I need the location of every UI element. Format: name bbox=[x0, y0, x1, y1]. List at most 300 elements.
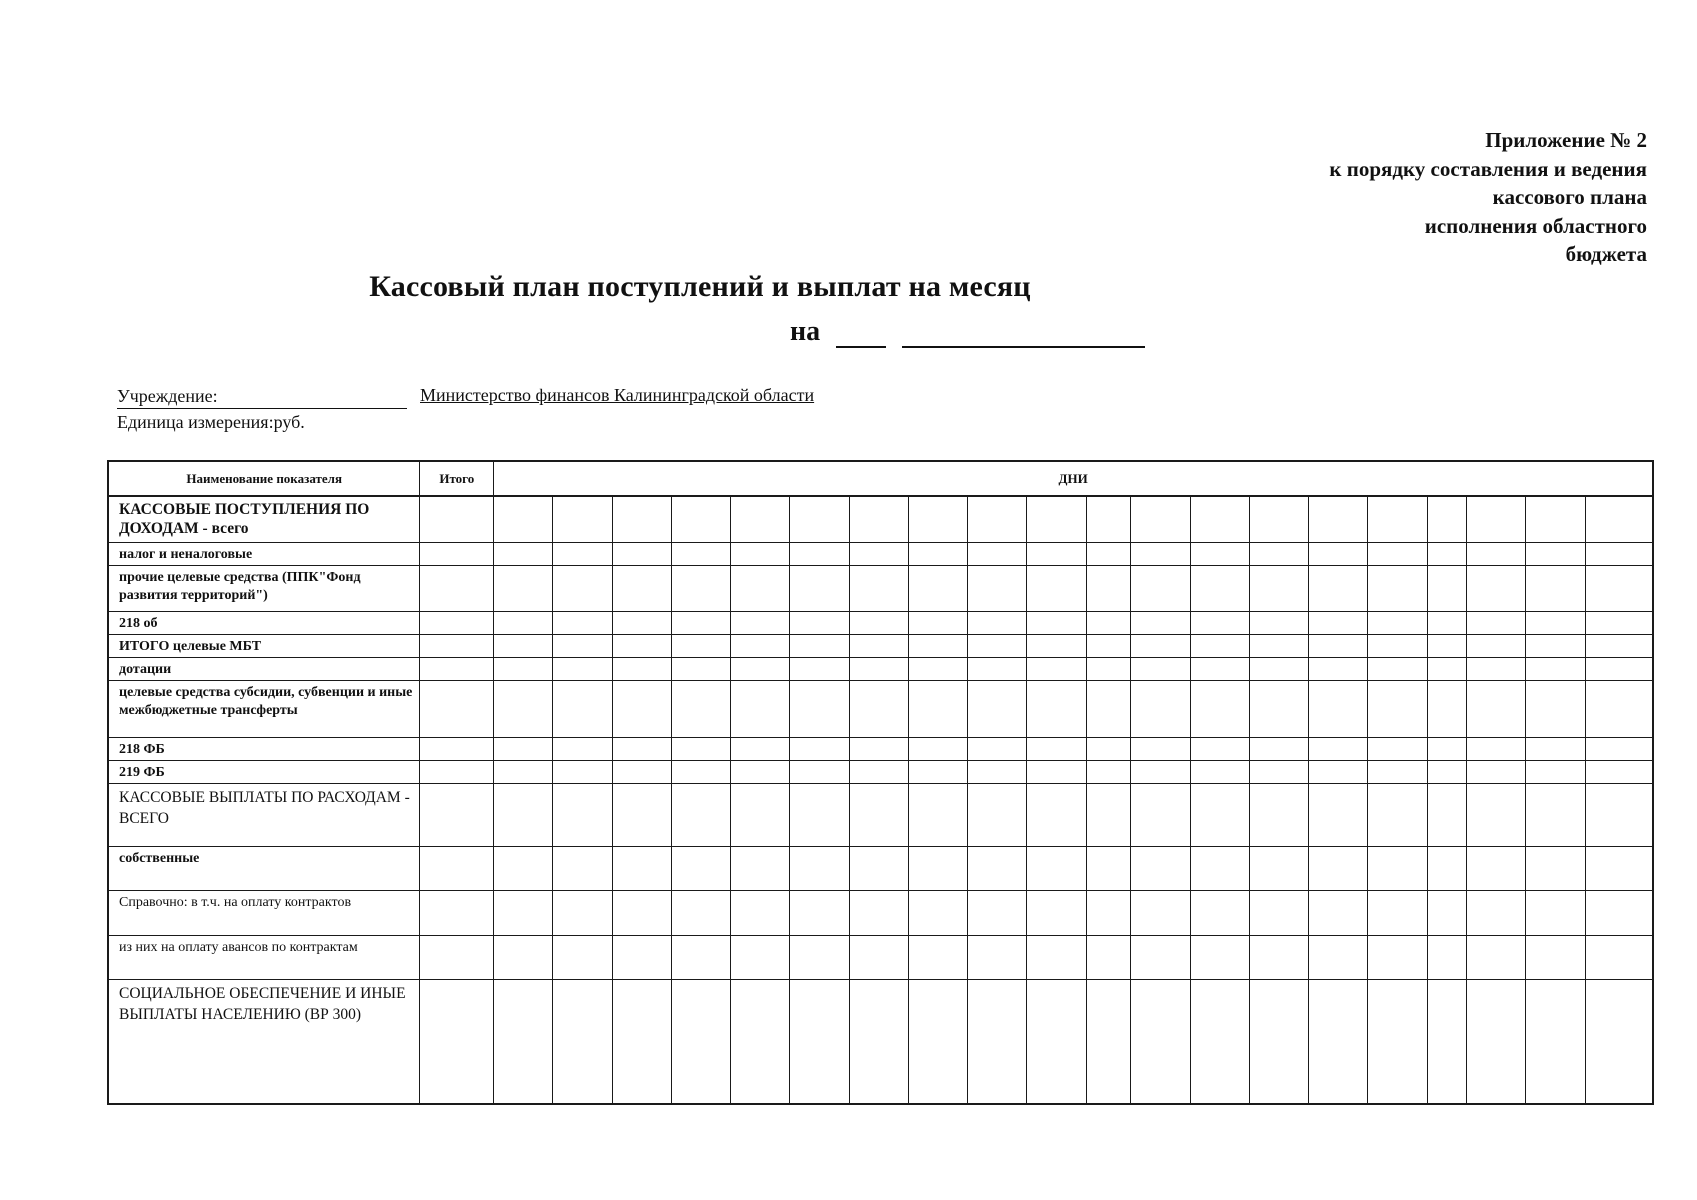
day-cell[interactable] bbox=[1526, 760, 1585, 783]
day-cell[interactable] bbox=[1249, 760, 1308, 783]
day-cell[interactable] bbox=[1027, 542, 1086, 565]
day-cell[interactable] bbox=[968, 760, 1027, 783]
day-cell[interactable] bbox=[1585, 542, 1653, 565]
total-cell[interactable] bbox=[420, 760, 494, 783]
day-cell[interactable] bbox=[1585, 783, 1653, 846]
day-cell[interactable] bbox=[1585, 657, 1653, 680]
day-cell[interactable] bbox=[1427, 979, 1467, 1104]
day-cell[interactable] bbox=[612, 680, 671, 737]
row-label: целевые средства субсидии, субвенции и иные межбюджетные трансферты bbox=[108, 680, 420, 737]
institution-value: Министерство финансов Калининградской области bbox=[420, 385, 815, 405]
day-cell[interactable] bbox=[1585, 634, 1653, 657]
day-cell[interactable] bbox=[1427, 565, 1467, 611]
day-cell[interactable] bbox=[494, 783, 553, 846]
day-cell[interactable] bbox=[790, 496, 849, 542]
day-cell[interactable] bbox=[1086, 846, 1131, 890]
total-cell[interactable] bbox=[420, 979, 494, 1104]
day-cell[interactable] bbox=[908, 760, 967, 783]
day-cell[interactable] bbox=[790, 565, 849, 611]
day-cell[interactable] bbox=[968, 935, 1027, 979]
day-cell[interactable] bbox=[1190, 680, 1249, 737]
day-cell[interactable] bbox=[553, 890, 612, 935]
day-cell[interactable] bbox=[671, 890, 730, 935]
day-cell[interactable] bbox=[1131, 737, 1190, 760]
day-cell[interactable] bbox=[790, 657, 849, 680]
day-cell[interactable] bbox=[731, 542, 790, 565]
day-cell[interactable] bbox=[1086, 611, 1131, 634]
day-cell[interactable] bbox=[1249, 634, 1308, 657]
day-cell[interactable] bbox=[1309, 979, 1368, 1104]
day-cell[interactable] bbox=[1467, 565, 1526, 611]
day-cell[interactable] bbox=[1131, 783, 1190, 846]
day-cell[interactable] bbox=[1309, 542, 1368, 565]
day-cell[interactable] bbox=[1249, 542, 1308, 565]
day-cell[interactable] bbox=[1309, 565, 1368, 611]
day-cell[interactable] bbox=[968, 657, 1027, 680]
day-cell[interactable] bbox=[790, 979, 849, 1104]
day-cell[interactable] bbox=[908, 542, 967, 565]
day-cell[interactable] bbox=[553, 634, 612, 657]
day-cell[interactable] bbox=[1427, 760, 1467, 783]
total-cell[interactable] bbox=[420, 634, 494, 657]
day-cell[interactable] bbox=[849, 542, 908, 565]
day-cell[interactable] bbox=[1585, 890, 1653, 935]
day-cell[interactable] bbox=[671, 634, 730, 657]
day-cell[interactable] bbox=[849, 611, 908, 634]
day-cell[interactable] bbox=[1190, 935, 1249, 979]
day-cell[interactable] bbox=[1526, 657, 1585, 680]
day-cell[interactable] bbox=[849, 846, 908, 890]
day-cell[interactable] bbox=[1086, 565, 1131, 611]
header-total: Итого bbox=[420, 461, 494, 496]
day-cell[interactable] bbox=[1309, 634, 1368, 657]
day-cell[interactable] bbox=[1131, 680, 1190, 737]
day-cell[interactable] bbox=[1526, 680, 1585, 737]
day-cell[interactable] bbox=[908, 783, 967, 846]
day-cell[interactable] bbox=[731, 657, 790, 680]
day-cell[interactable] bbox=[612, 737, 671, 760]
day-cell[interactable] bbox=[790, 611, 849, 634]
day-cell[interactable] bbox=[731, 680, 790, 737]
day-cell[interactable] bbox=[790, 846, 849, 890]
day-cell[interactable] bbox=[1249, 611, 1308, 634]
day-cell[interactable] bbox=[1585, 846, 1653, 890]
day-cell[interactable] bbox=[1526, 737, 1585, 760]
total-cell[interactable] bbox=[420, 846, 494, 890]
day-cell[interactable] bbox=[968, 542, 1027, 565]
day-cell[interactable] bbox=[494, 979, 553, 1104]
day-cell[interactable] bbox=[1027, 496, 1086, 542]
day-cell[interactable] bbox=[790, 783, 849, 846]
day-cell[interactable] bbox=[1027, 760, 1086, 783]
day-cell[interactable] bbox=[671, 565, 730, 611]
day-cell[interactable] bbox=[1027, 935, 1086, 979]
total-cell[interactable] bbox=[420, 496, 494, 542]
day-cell[interactable] bbox=[1190, 737, 1249, 760]
day-cell[interactable] bbox=[849, 634, 908, 657]
day-cell[interactable] bbox=[1309, 737, 1368, 760]
day-cell[interactable] bbox=[1190, 783, 1249, 846]
day-cell[interactable] bbox=[731, 611, 790, 634]
day-cell[interactable] bbox=[1131, 935, 1190, 979]
day-cell[interactable] bbox=[1309, 657, 1368, 680]
day-cell[interactable] bbox=[1131, 846, 1190, 890]
row-label: Справочно: в т.ч. на оплату контрактов bbox=[108, 890, 420, 935]
day-cell[interactable] bbox=[1027, 611, 1086, 634]
day-cell[interactable] bbox=[494, 542, 553, 565]
table-row bbox=[108, 496, 1653, 542]
day-cell[interactable] bbox=[1249, 657, 1308, 680]
day-cell[interactable] bbox=[553, 935, 612, 979]
day-cell[interactable] bbox=[671, 542, 730, 565]
day-cell[interactable] bbox=[671, 496, 730, 542]
day-cell[interactable] bbox=[612, 542, 671, 565]
day-cell[interactable] bbox=[731, 634, 790, 657]
day-cell[interactable] bbox=[1027, 979, 1086, 1104]
day-cell[interactable] bbox=[1027, 890, 1086, 935]
day-cell[interactable] bbox=[1467, 979, 1526, 1104]
day-cell[interactable] bbox=[1249, 935, 1308, 979]
day-cell[interactable] bbox=[494, 890, 553, 935]
day-cell[interactable] bbox=[1427, 846, 1467, 890]
day-cell[interactable] bbox=[612, 611, 671, 634]
day-cell[interactable] bbox=[731, 565, 790, 611]
day-cell[interactable] bbox=[1526, 783, 1585, 846]
day-cell[interactable] bbox=[1190, 565, 1249, 611]
day-cell[interactable] bbox=[731, 935, 790, 979]
total-cell[interactable] bbox=[420, 542, 494, 565]
day-cell[interactable] bbox=[1249, 565, 1308, 611]
day-cell[interactable] bbox=[553, 611, 612, 634]
day-cell[interactable] bbox=[1526, 979, 1585, 1104]
day-cell[interactable] bbox=[1427, 496, 1467, 542]
day-cell[interactable] bbox=[612, 634, 671, 657]
day-cell[interactable] bbox=[731, 890, 790, 935]
day-cell[interactable] bbox=[1585, 760, 1653, 783]
day-cell[interactable] bbox=[1131, 979, 1190, 1104]
day-cell[interactable] bbox=[494, 760, 553, 783]
day-cell[interactable] bbox=[849, 657, 908, 680]
day-cell[interactable] bbox=[612, 846, 671, 890]
day-cell[interactable] bbox=[1467, 680, 1526, 737]
day-cell[interactable] bbox=[731, 979, 790, 1104]
day-cell[interactable] bbox=[1427, 634, 1467, 657]
day-cell[interactable] bbox=[1467, 634, 1526, 657]
day-cell[interactable] bbox=[1190, 634, 1249, 657]
day-cell[interactable] bbox=[1368, 935, 1427, 979]
day-cell[interactable] bbox=[612, 890, 671, 935]
day-cell[interactable] bbox=[790, 634, 849, 657]
day-cell[interactable] bbox=[1368, 496, 1427, 542]
day-cell[interactable] bbox=[1585, 979, 1653, 1104]
day-cell[interactable] bbox=[1526, 496, 1585, 542]
day-cell[interactable] bbox=[1249, 846, 1308, 890]
total-cell[interactable] bbox=[420, 935, 494, 979]
day-cell[interactable] bbox=[612, 565, 671, 611]
day-cell[interactable] bbox=[968, 565, 1027, 611]
day-cell[interactable] bbox=[1190, 542, 1249, 565]
day-cell[interactable] bbox=[790, 680, 849, 737]
day-cell[interactable] bbox=[968, 979, 1027, 1104]
day-cell[interactable] bbox=[612, 760, 671, 783]
day-cell[interactable] bbox=[1131, 634, 1190, 657]
day-cell[interactable] bbox=[968, 496, 1027, 542]
day-cell[interactable] bbox=[968, 846, 1027, 890]
day-cell[interactable] bbox=[908, 890, 967, 935]
day-cell[interactable] bbox=[1585, 935, 1653, 979]
day-cell[interactable] bbox=[671, 657, 730, 680]
day-cell[interactable] bbox=[1086, 783, 1131, 846]
day-cell[interactable] bbox=[553, 979, 612, 1104]
day-cell[interactable] bbox=[1190, 760, 1249, 783]
day-cell[interactable] bbox=[849, 565, 908, 611]
day-cell[interactable] bbox=[1585, 680, 1653, 737]
day-cell[interactable] bbox=[1526, 611, 1585, 634]
day-cell[interactable] bbox=[1309, 783, 1368, 846]
day-cell[interactable] bbox=[671, 680, 730, 737]
day-cell[interactable] bbox=[908, 680, 967, 737]
day-cell[interactable] bbox=[849, 737, 908, 760]
day-cell[interactable] bbox=[1585, 737, 1653, 760]
day-cell[interactable] bbox=[1368, 634, 1427, 657]
day-cell[interactable] bbox=[494, 496, 553, 542]
day-cell[interactable] bbox=[731, 846, 790, 890]
day-cell[interactable] bbox=[849, 979, 908, 1104]
day-cell[interactable] bbox=[1249, 783, 1308, 846]
day-cell[interactable] bbox=[731, 783, 790, 846]
day-cell[interactable] bbox=[494, 935, 553, 979]
day-cell[interactable] bbox=[612, 496, 671, 542]
day-cell[interactable] bbox=[1249, 737, 1308, 760]
day-cell[interactable] bbox=[671, 935, 730, 979]
day-cell[interactable] bbox=[1427, 657, 1467, 680]
day-cell[interactable] bbox=[671, 737, 730, 760]
day-cell[interactable] bbox=[968, 890, 1027, 935]
day-cell[interactable] bbox=[908, 846, 967, 890]
day-cell[interactable] bbox=[1249, 890, 1308, 935]
day-cell[interactable] bbox=[1368, 737, 1427, 760]
day-cell[interactable] bbox=[1131, 565, 1190, 611]
day-cell[interactable] bbox=[553, 542, 612, 565]
row-label: из них на оплату авансов по контрактам bbox=[108, 935, 420, 979]
day-cell[interactable] bbox=[968, 783, 1027, 846]
day-cell[interactable] bbox=[908, 611, 967, 634]
day-cell[interactable] bbox=[553, 680, 612, 737]
day-cell[interactable] bbox=[790, 542, 849, 565]
day-cell[interactable] bbox=[849, 680, 908, 737]
day-cell[interactable] bbox=[1467, 611, 1526, 634]
total-cell[interactable] bbox=[420, 565, 494, 611]
day-cell[interactable] bbox=[1027, 634, 1086, 657]
day-cell[interactable] bbox=[1427, 542, 1467, 565]
day-cell[interactable] bbox=[553, 496, 612, 542]
day-cell[interactable] bbox=[1027, 783, 1086, 846]
day-cell[interactable] bbox=[1086, 979, 1131, 1104]
total-cell[interactable] bbox=[420, 680, 494, 737]
day-cell[interactable] bbox=[1190, 611, 1249, 634]
day-cell[interactable] bbox=[1526, 890, 1585, 935]
day-cell[interactable] bbox=[494, 737, 553, 760]
day-cell[interactable] bbox=[1309, 760, 1368, 783]
day-cell[interactable] bbox=[494, 611, 553, 634]
day-cell[interactable] bbox=[1427, 737, 1467, 760]
day-cell[interactable] bbox=[1368, 846, 1427, 890]
day-cell[interactable] bbox=[908, 565, 967, 611]
day-cell[interactable] bbox=[553, 657, 612, 680]
day-cell[interactable] bbox=[1427, 935, 1467, 979]
day-cell[interactable] bbox=[1190, 496, 1249, 542]
day-cell[interactable] bbox=[1526, 565, 1585, 611]
day-cell[interactable] bbox=[1249, 496, 1308, 542]
day-cell[interactable] bbox=[1131, 542, 1190, 565]
day-cell[interactable] bbox=[1526, 634, 1585, 657]
day-cell[interactable] bbox=[1086, 760, 1131, 783]
day-cell[interactable] bbox=[1368, 680, 1427, 737]
day-cell[interactable] bbox=[1086, 737, 1131, 760]
day-cell[interactable] bbox=[1190, 657, 1249, 680]
day-cell[interactable] bbox=[1249, 979, 1308, 1104]
day-cell[interactable] bbox=[1027, 680, 1086, 737]
day-cell[interactable] bbox=[849, 890, 908, 935]
day-cell[interactable] bbox=[612, 783, 671, 846]
day-cell[interactable] bbox=[553, 846, 612, 890]
day-cell[interactable] bbox=[1131, 657, 1190, 680]
day-cell[interactable] bbox=[968, 680, 1027, 737]
day-cell[interactable] bbox=[1427, 783, 1467, 846]
day-cell[interactable] bbox=[671, 611, 730, 634]
day-cell[interactable] bbox=[1131, 760, 1190, 783]
day-cell[interactable] bbox=[553, 783, 612, 846]
day-cell[interactable] bbox=[731, 760, 790, 783]
day-cell[interactable] bbox=[1368, 783, 1427, 846]
day-cell[interactable] bbox=[1027, 846, 1086, 890]
day-cell[interactable] bbox=[1427, 680, 1467, 737]
day-cell[interactable] bbox=[1427, 890, 1467, 935]
day-cell[interactable] bbox=[1368, 565, 1427, 611]
day-cell[interactable] bbox=[849, 935, 908, 979]
day-cell[interactable] bbox=[1368, 657, 1427, 680]
day-cell[interactable] bbox=[790, 737, 849, 760]
day-cell[interactable] bbox=[612, 935, 671, 979]
day-cell[interactable] bbox=[1027, 565, 1086, 611]
total-cell[interactable] bbox=[420, 657, 494, 680]
day-cell[interactable] bbox=[849, 760, 908, 783]
day-cell[interactable] bbox=[553, 737, 612, 760]
day-cell[interactable] bbox=[1309, 611, 1368, 634]
total-cell[interactable] bbox=[420, 611, 494, 634]
day-cell[interactable] bbox=[1309, 935, 1368, 979]
total-cell[interactable] bbox=[420, 890, 494, 935]
day-cell[interactable] bbox=[1585, 496, 1653, 542]
day-cell[interactable] bbox=[968, 634, 1027, 657]
day-cell[interactable] bbox=[1467, 760, 1526, 783]
day-cell[interactable] bbox=[494, 657, 553, 680]
day-cell[interactable] bbox=[1027, 737, 1086, 760]
day-cell[interactable] bbox=[731, 496, 790, 542]
day-cell[interactable] bbox=[1086, 542, 1131, 565]
day-cell[interactable] bbox=[671, 846, 730, 890]
day-cell[interactable] bbox=[1467, 890, 1526, 935]
day-cell[interactable] bbox=[553, 565, 612, 611]
day-cell[interactable] bbox=[1467, 935, 1526, 979]
total-cell[interactable] bbox=[420, 783, 494, 846]
day-cell[interactable] bbox=[1131, 611, 1190, 634]
day-cell[interactable] bbox=[671, 760, 730, 783]
day-cell[interactable] bbox=[731, 737, 790, 760]
day-cell[interactable] bbox=[908, 634, 967, 657]
day-cell[interactable] bbox=[968, 737, 1027, 760]
day-cell[interactable] bbox=[1027, 657, 1086, 680]
day-cell[interactable] bbox=[1190, 890, 1249, 935]
day-cell[interactable] bbox=[1526, 935, 1585, 979]
day-cell[interactable] bbox=[1368, 760, 1427, 783]
day-cell[interactable] bbox=[968, 611, 1027, 634]
day-cell[interactable] bbox=[1467, 846, 1526, 890]
day-cell[interactable] bbox=[1086, 657, 1131, 680]
day-cell[interactable] bbox=[671, 979, 730, 1104]
day-cell[interactable] bbox=[908, 737, 967, 760]
day-cell[interactable] bbox=[1467, 657, 1526, 680]
day-cell[interactable] bbox=[671, 783, 730, 846]
day-cell[interactable] bbox=[1368, 611, 1427, 634]
day-cell[interactable] bbox=[790, 935, 849, 979]
day-cell[interactable] bbox=[612, 979, 671, 1104]
day-cell[interactable] bbox=[908, 657, 967, 680]
day-cell[interactable] bbox=[1467, 783, 1526, 846]
day-cell[interactable] bbox=[1086, 935, 1131, 979]
day-cell[interactable] bbox=[1467, 496, 1526, 542]
day-cell[interactable] bbox=[908, 496, 967, 542]
day-cell[interactable] bbox=[1526, 846, 1585, 890]
day-cell[interactable] bbox=[1190, 846, 1249, 890]
day-cell[interactable] bbox=[1131, 890, 1190, 935]
day-cell[interactable] bbox=[612, 657, 671, 680]
day-cell[interactable] bbox=[790, 760, 849, 783]
day-cell[interactable] bbox=[1467, 542, 1526, 565]
day-cell[interactable] bbox=[1368, 542, 1427, 565]
day-cell[interactable] bbox=[494, 680, 553, 737]
day-cell[interactable] bbox=[553, 760, 612, 783]
day-cell[interactable] bbox=[1309, 680, 1368, 737]
day-cell[interactable] bbox=[494, 565, 553, 611]
day-cell[interactable] bbox=[1086, 890, 1131, 935]
day-cell[interactable] bbox=[908, 979, 967, 1104]
day-cell[interactable] bbox=[849, 783, 908, 846]
day-cell[interactable] bbox=[1467, 737, 1526, 760]
day-cell[interactable] bbox=[1309, 496, 1368, 542]
day-cell[interactable] bbox=[849, 496, 908, 542]
total-cell[interactable] bbox=[420, 737, 494, 760]
day-cell[interactable] bbox=[1427, 611, 1467, 634]
day-cell[interactable] bbox=[1526, 542, 1585, 565]
day-cell[interactable] bbox=[1368, 890, 1427, 935]
day-cell[interactable] bbox=[790, 890, 849, 935]
day-cell[interactable] bbox=[1309, 846, 1368, 890]
day-cell[interactable] bbox=[1086, 634, 1131, 657]
day-cell[interactable] bbox=[1131, 496, 1190, 542]
day-cell[interactable] bbox=[494, 634, 553, 657]
day-cell[interactable] bbox=[1309, 890, 1368, 935]
day-cell[interactable] bbox=[1086, 680, 1131, 737]
day-cell[interactable] bbox=[1585, 611, 1653, 634]
day-cell[interactable] bbox=[1249, 680, 1308, 737]
day-cell[interactable] bbox=[1190, 979, 1249, 1104]
day-cell[interactable] bbox=[1368, 979, 1427, 1104]
day-cell[interactable] bbox=[908, 935, 967, 979]
day-cell[interactable] bbox=[1086, 496, 1131, 542]
day-cell[interactable] bbox=[1585, 565, 1653, 611]
day-cell[interactable] bbox=[494, 846, 553, 890]
